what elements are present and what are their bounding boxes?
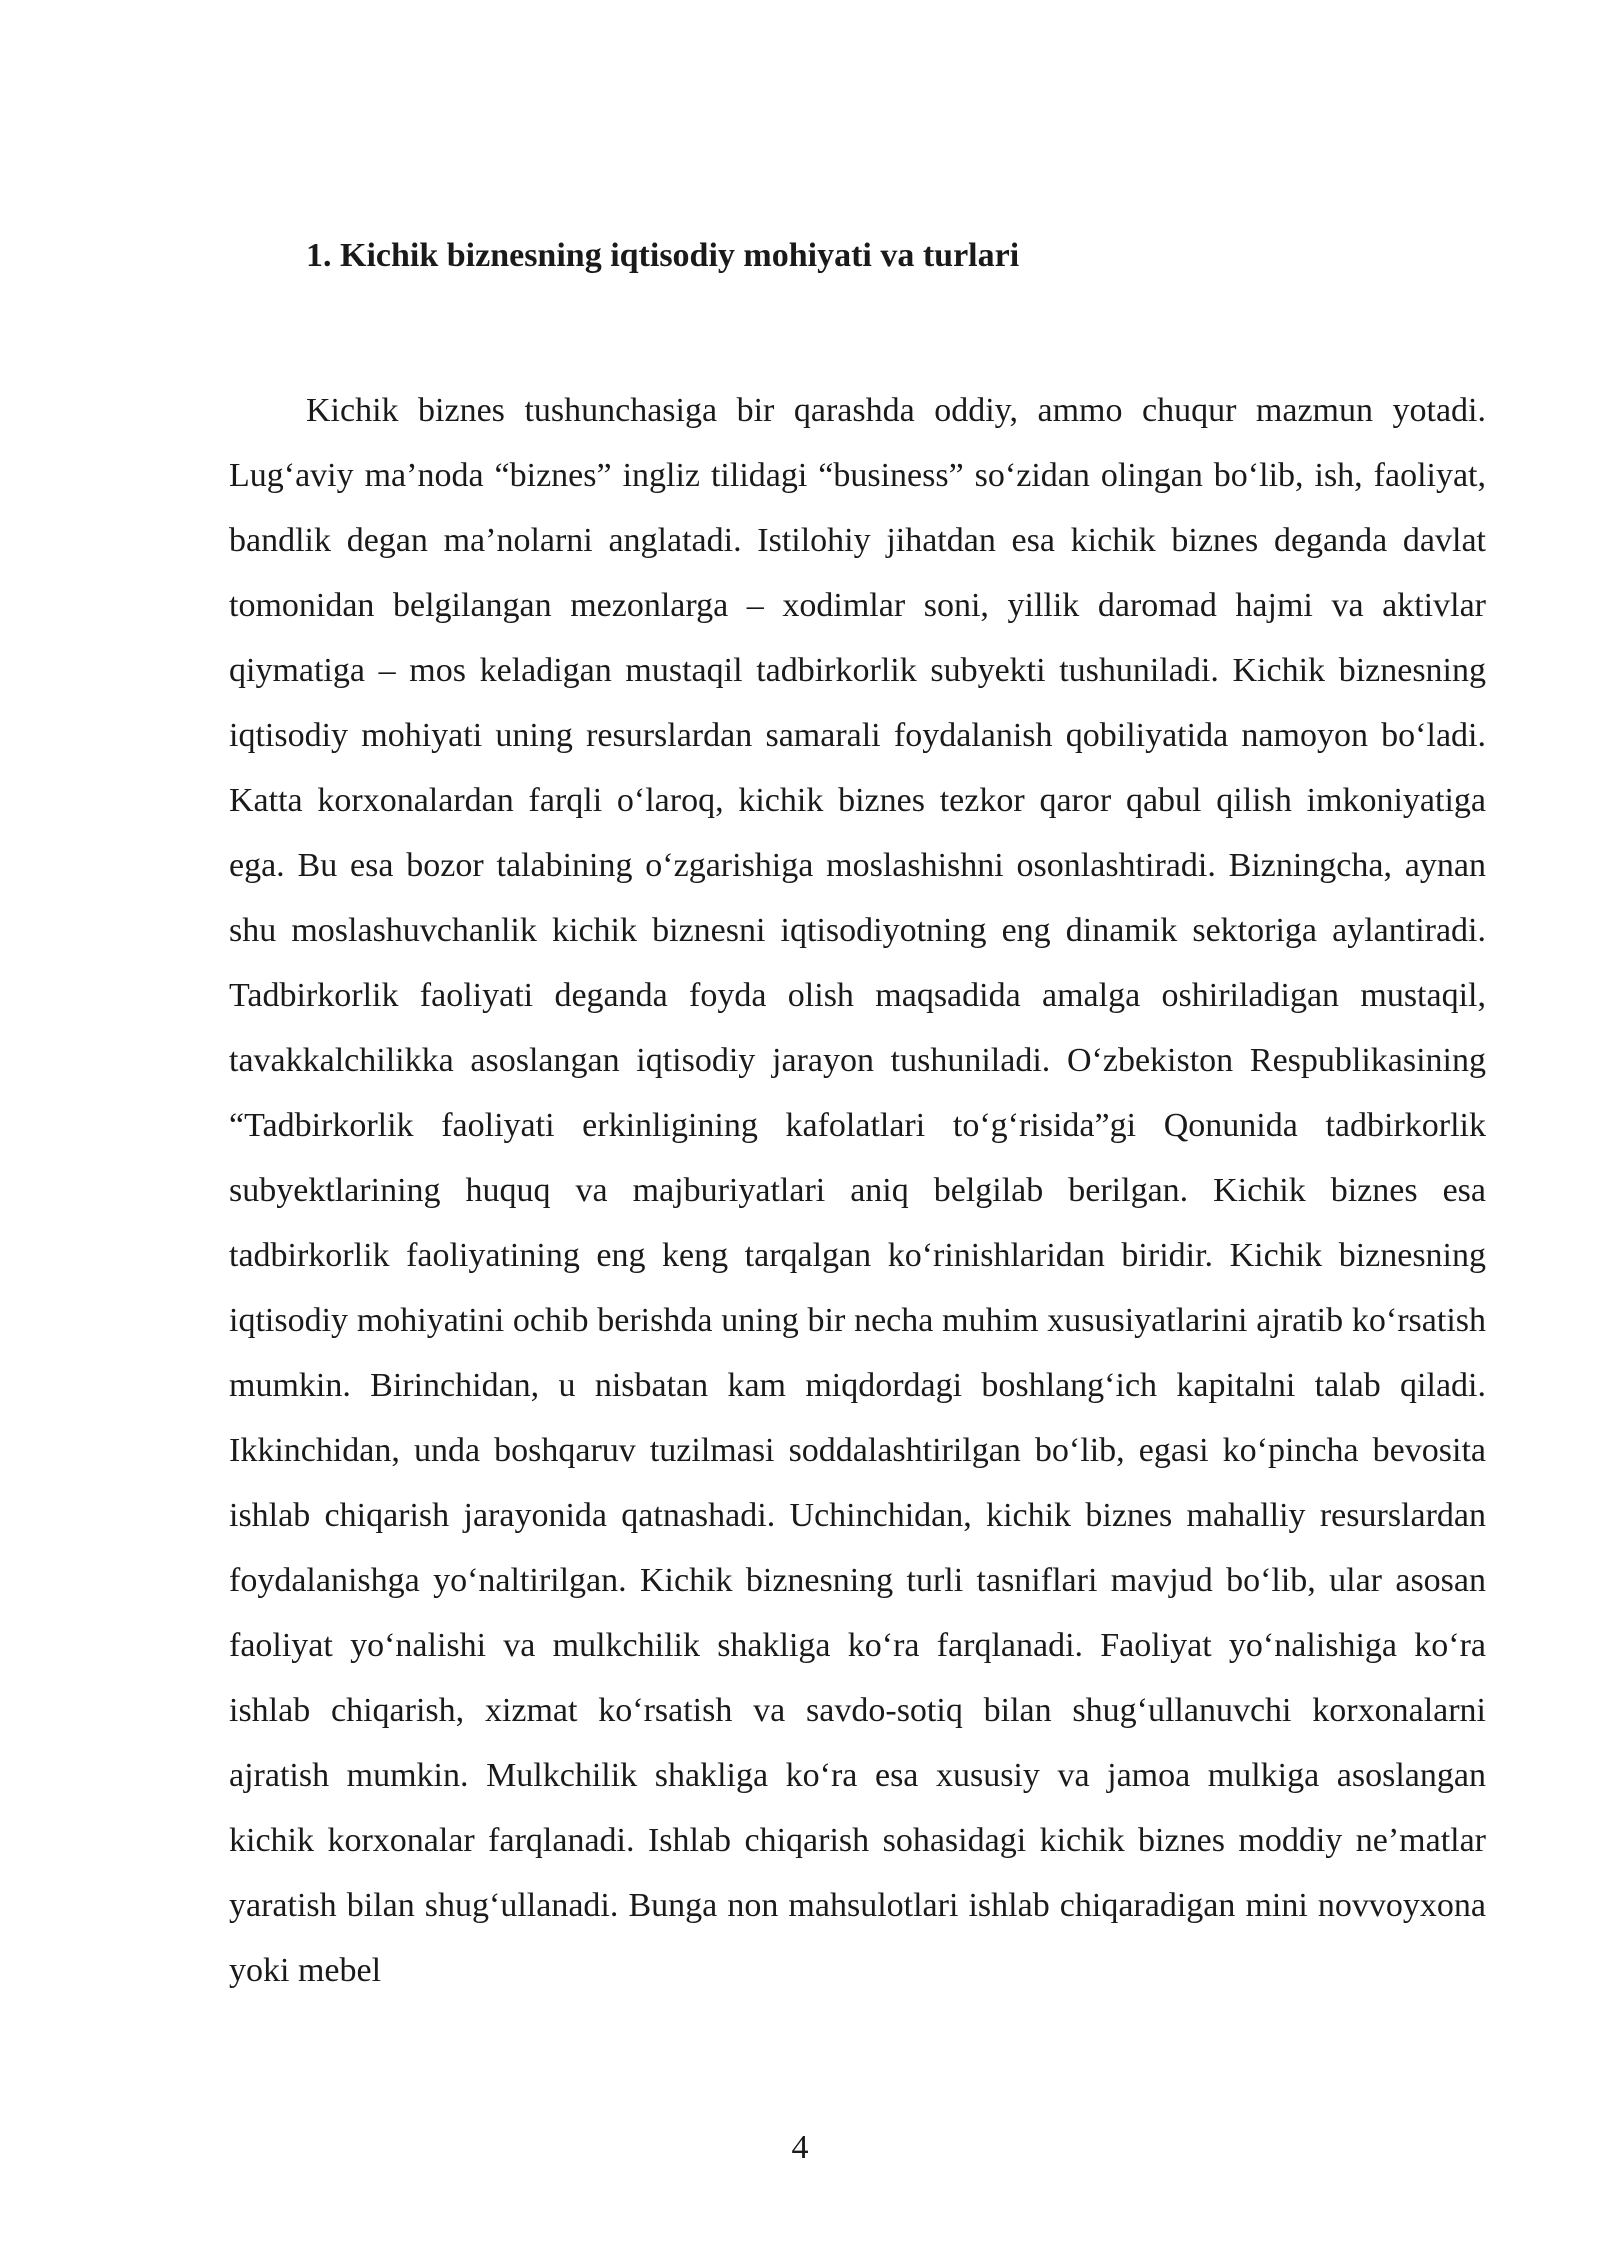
page-number: 4 <box>791 2129 809 2166</box>
section-heading: 1. Kichik biznesning iqtisodiy mohiyati va turlari <box>306 237 1020 274</box>
body-paragraph: Kichik biznes tushunchasiga bir qarashda oddiy, ammo chuqur mazmun yotadi. Lug‘aviy ma’noda “biznes” ingliz tilidagi “business” so‘zidan olingan bo‘lib, ish, faoliyat, bandlik degan ma’nolarni anglatadi. Istilohiy jihatdan esa kichik biznes deganda davlat tomonidan belgilangan mezonlarga – xodimlar soni, yillik daromad hajmi va aktivlar qiymatiga – mos keladigan mustaqil tadbirkorlik subyekti tushuniladi. Kichik biznesning iqtisodiy mohiyati uning resurslardan samarali foydalanish qobiliyatida namoyon bo‘ladi. Katta korxonalardan farqli o‘laroq, kichik biznes tezkor qaror qabul qilish imkoniyatiga ega. Bu esa bozor talabining o‘zgarishiga moslashishni osonlashtiradi. Bizningcha, aynan shu moslashuvchanlik kichik biznesni iqtisodiyotning eng dinamik sektoriga aylantiradi. Tadbirkorlik faoliyati deganda foyda olish maqsadida amalga oshiriladigan mustaqil, tavakkalchilikka asoslangan iqtisodiy jarayon tushuniladi. O‘zbekiston Respublikasining “Tadbirkorlik faoliyati erkinligining kafolatlari to‘g‘risida”gi Qonunida tadbirkorlik subyektlarining huquq va majburiyatlari aniq belgilab berilgan. Kichik biznes esa tadbirkorlik faoliyatining eng keng tarqalgan ko‘rinishlaridan biridir. Kichik biznesning iqtisodiy mohiyatini ochib berishda uning bir necha muhim xususiyatlarini ajratib ko‘rsatish mumkin. Birinchidan, u nisbatan kam miqdordagi boshlang‘ich kapitalni talab qiladi. Ikkinchidan, unda boshqaruv tuzilmasi soddalashtirilgan bo‘lib, egasi ko‘pincha bevosita ishlab chiqarish jarayonida qatnashadi. Uchinchidan, kichik biznes mahalliy resurslardan foydalanishga yo‘naltirilgan. Kichik biznesning turli tasniflari mavjud bo‘lib, ular asosan faoliyat yo‘nalishi va mulkchilik shakliga ko‘ra farqlanadi. Faoliyat yo‘nalishiga ko‘ra ishlab chiqarish, xizmat ko‘rsatish va savdo-sotiq bilan shug‘ullanuvchi korxonalarni ajratish mumkin. Mulkchilik shakliga ko‘ra esa xususiy va jamoa mulkiga asoslangan kichik korxonalar farqlanadi. Ishlab chiqarish sohasidagi kichik biznes moddiy ne’matlar yaratish bilan shug‘ullanadi. Bunga non mahsulotlari ishlab chiqaradigan mini novvoyxona yoki mebel <box>229 392 1486 1989</box>
